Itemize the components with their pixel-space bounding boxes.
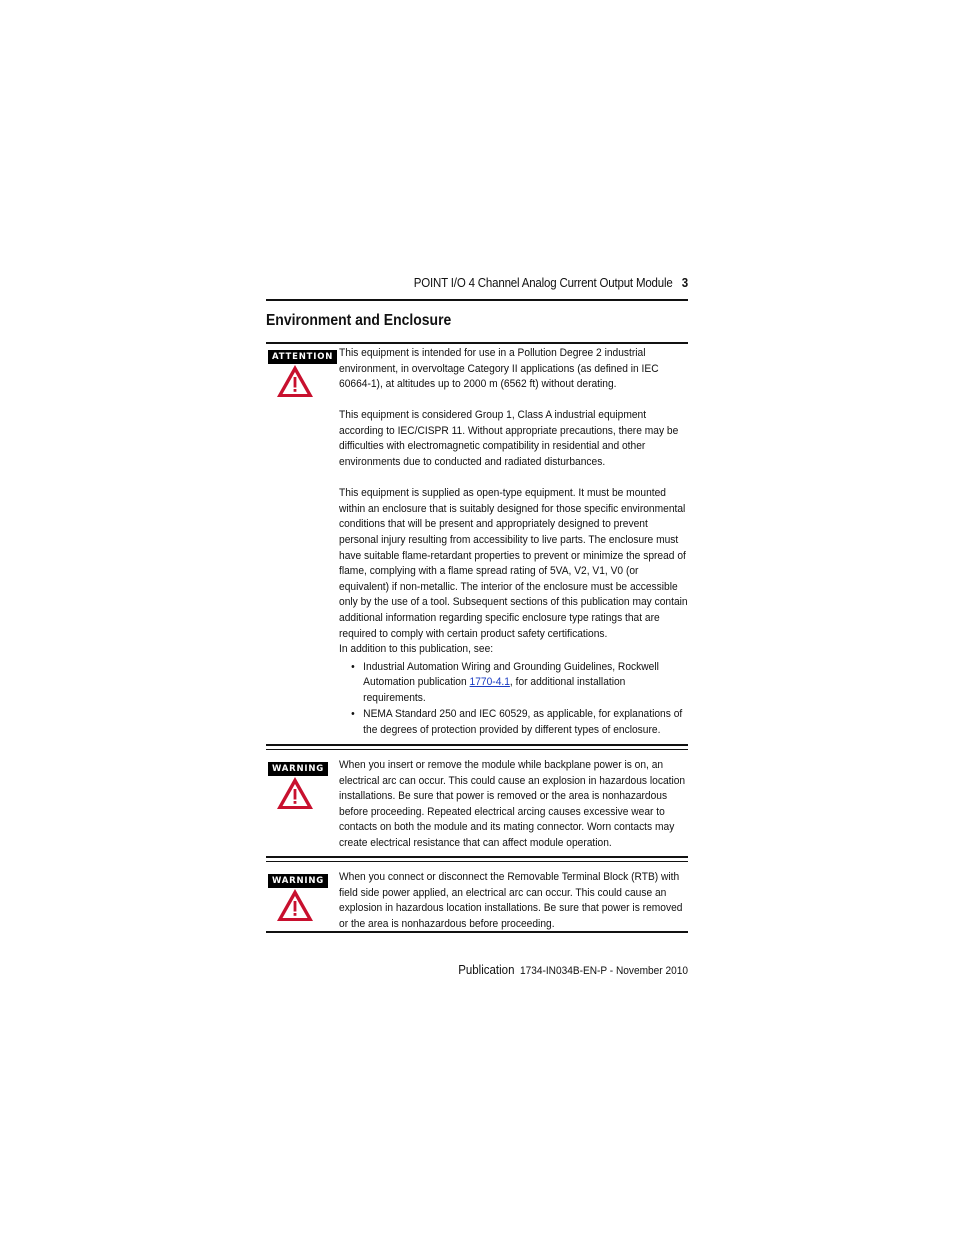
publication-label: Publication [458, 963, 515, 977]
warning-triangle-icon [276, 364, 314, 398]
warning-label: WARNING [268, 874, 328, 888]
page-number: 3 [681, 276, 688, 290]
attention-paragraph: This equipment is supplied as open-type equipment. It must be mounted within an enclosure that is suitably designed for those specific environmental conditions that will be present and appropriately designed to prevent personal injury resulting from accessibility to live parts. The enclosure must have suitable flame-retardant properties to prevent or minimize the spread of flame, complying with a flame spread rating of 5VA, V2, V1, V0 (or equivalent) if non-metallic. The interior of the enclosure must be accessible only by the use of a tool. Subsequent sections of this publication may contain additional information regarding specific enclosure type ratings that are required to comply with certain product safety certifications. [339, 487, 688, 640]
header-rule [266, 299, 688, 301]
warning-notice-rtb [266, 868, 688, 930]
warning-text: When you connect or disconnect the Removable Terminal Block (RTB) with field side power applied, an electrical arc can occur. This could cause an explosion in hazardous location installations. Be sure that power is removed or the area is nonhazardous before proceeding. [339, 871, 683, 930]
list-item: • NEMA Standard 250 and IEC 60529, as applicable, for explanations of the degrees of protection provided by different types of enclosure. [363, 707, 689, 738]
warning-body [339, 870, 689, 932]
reference-list [339, 660, 689, 739]
attention-body [339, 346, 689, 740]
publication-code: 1734-IN034B-EN-P - November 2010 [519, 965, 688, 977]
warning-triangle-icon [276, 776, 314, 810]
attention-paragraph: This equipment is intended for use in a Pollution Degree 2 industrial environment, in overvoltage Category II applications (as defined in IEC 60664-1), at altitudes up to 2000 m (6562 ft) without derating. [339, 347, 659, 391]
warning2-top-rule [266, 856, 688, 858]
warning-triangle-icon [276, 888, 314, 922]
attention-paragraph: In addition to this publication, see: [339, 643, 494, 656]
attention-paragraph: This equipment is considered Group 1, Class A industrial equipment according to IEC/CISPR 11. Without appropriate precautions, there may be difficulties with electromagnetic compatibility in residential and other environments due to conducted and radiated disturbances. [339, 409, 679, 469]
warning1-top-rule [266, 744, 688, 746]
warning-text: When you insert or remove the module while backplane power is on, an electrical arc can occur. This could cause an explosion in hazardous location installations. Be sure that power is removed or the area is nonhazardous before proceeding. Repeated electrical arcing causes excessive wear to contacts on both the module and its mating connector. Worn contacts may create electrical resistance that can affect module operation. [339, 759, 686, 849]
section-title: Environment and Enclosure [266, 312, 452, 329]
running-title: POINT I/O 4 Channel Analog Current Output Module [413, 276, 673, 290]
warning2-top-thin-rule [266, 861, 688, 862]
publication-link[interactable]: 1770-4.1 [469, 676, 510, 689]
warning-notice-insert-remove [266, 756, 688, 852]
warning-label: WARNING [268, 762, 328, 776]
page-footer [300, 961, 688, 979]
list-item: • Industrial Automation Wiring and Grounding Guidelines, Rockwell Automation publication 1770-4.1, for additional installation requirements. [363, 660, 689, 707]
warning2-bottom-rule [266, 931, 688, 933]
warning1-top-thin-rule [266, 749, 688, 750]
warning-body [339, 758, 689, 852]
attention-notice [266, 344, 688, 742]
attention-label: ATTENTION [268, 350, 337, 364]
running-header [300, 276, 688, 290]
